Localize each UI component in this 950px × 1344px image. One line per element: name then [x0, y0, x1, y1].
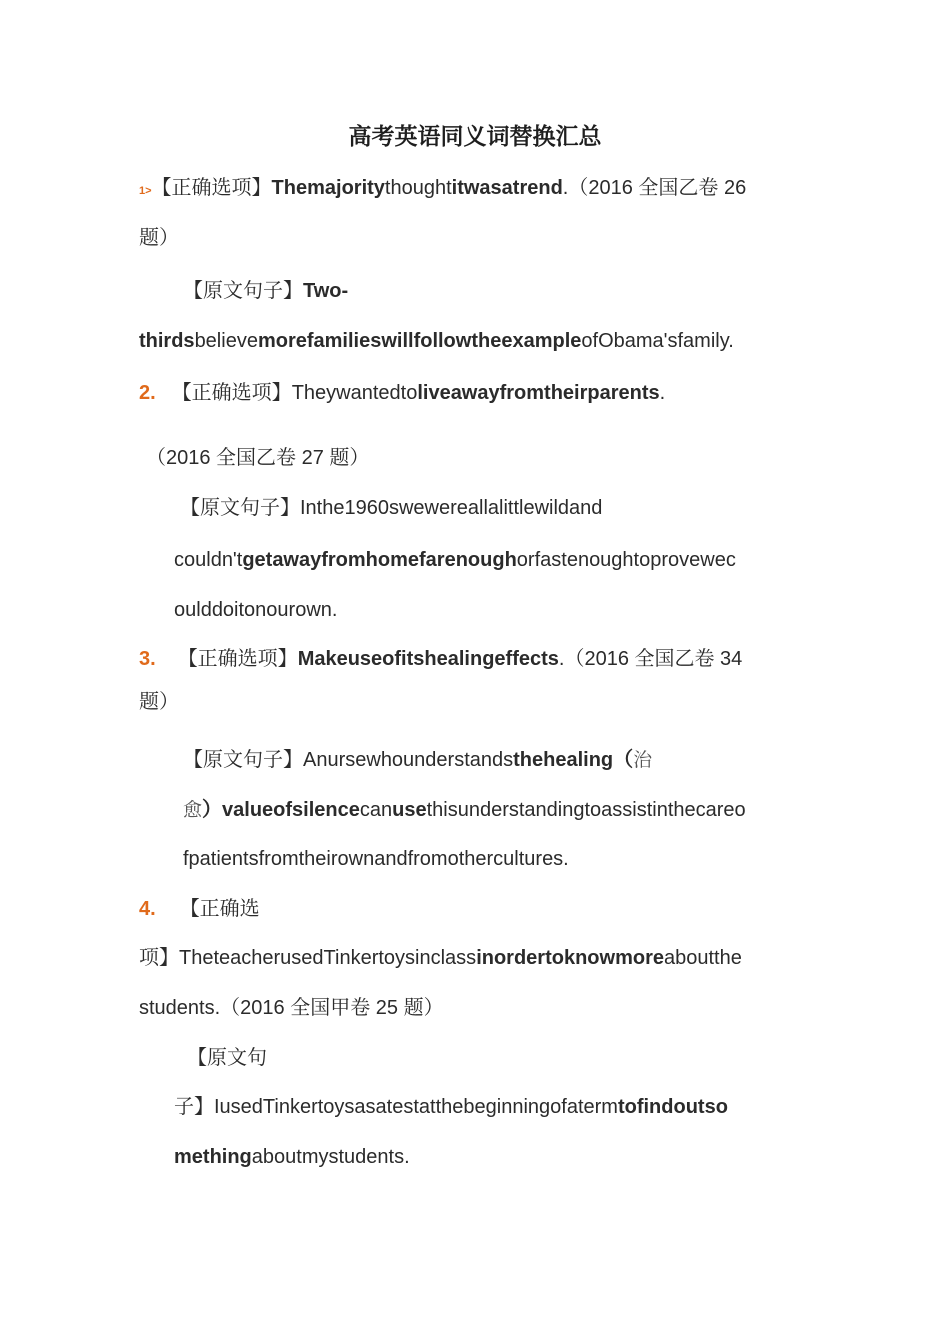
original-label: 【原文句子】	[180, 497, 300, 519]
answer-bold: Themajority	[271, 177, 385, 199]
original-bold: tofindoutso	[617, 1096, 728, 1118]
item-4-answer	[139, 895, 260, 923]
original-bold: thehealing	[513, 749, 614, 771]
answer-text: .	[659, 382, 666, 404]
original-text: Anursewhounderstands	[303, 749, 514, 771]
original-text: can	[359, 799, 393, 821]
item-1-source-cont	[139, 224, 179, 252]
answer-label: 【正确选	[179, 898, 260, 920]
original-text: couldn't	[174, 549, 243, 571]
item-number: 2.	[139, 382, 156, 404]
original-text: oulddoitonourown.	[174, 599, 338, 621]
source-ref: （2016 全国乙卷 26	[568, 177, 747, 199]
item-3-source-cont	[139, 688, 179, 716]
item-2-original-cont2	[174, 596, 337, 624]
answer-text: thought	[384, 177, 452, 199]
original-text: thisunderstandingtoassistinthecareo	[426, 799, 746, 821]
original-text: Inthe1960swewereallalittlewildand	[300, 497, 603, 519]
item-4-answer-cont2	[139, 994, 444, 1022]
answer-text: .	[562, 177, 569, 199]
source-ref-cont: 题）	[139, 691, 179, 713]
original-bold: morefamilieswillfollowtheexample	[257, 330, 582, 352]
answer-label: 项】	[139, 947, 179, 969]
item-1-original-cont	[139, 327, 734, 355]
item-4-original-cont	[174, 1093, 728, 1121]
item-2-original-cont	[174, 546, 736, 574]
answer-bold: liveawayfromtheirparents	[417, 382, 660, 404]
source-ref-cont: 题）	[139, 227, 179, 249]
original-text: aboutmystudents.	[251, 1146, 410, 1168]
answer-bold: Makeuseofitshealingeffects	[297, 648, 559, 670]
answer-text: aboutthe	[663, 947, 742, 969]
item-3-answer	[139, 645, 742, 673]
item-3-original	[183, 746, 652, 775]
original-bold: Two-	[303, 280, 349, 302]
answer-label: 【正确选项】	[151, 177, 272, 199]
source-ref: （2016 全国乙卷 34	[564, 648, 743, 670]
original-text: ofObama'sfamily.	[581, 330, 734, 352]
original-text: believe	[194, 330, 258, 352]
document-title: 高考英语同义词替换汇总	[348, 123, 602, 149]
item-4-original	[187, 1044, 267, 1072]
original-text: 愈	[183, 800, 203, 821]
answer-text: students.	[139, 997, 221, 1019]
answer-text: TheteacherusedTinkertoysinclass	[179, 947, 477, 969]
item-number: 1>	[139, 185, 152, 197]
original-text: 治	[633, 750, 653, 771]
answer-text: .	[558, 648, 565, 670]
original-label: 子】	[174, 1096, 214, 1118]
item-4-answer-cont	[139, 944, 742, 972]
original-text: IusedTinkertoysasatestatthebeginningofaterm	[214, 1096, 618, 1118]
original-bold: getawayfromhomefarenough	[242, 549, 517, 571]
answer-label: 【正确选项】	[171, 382, 292, 404]
original-label: 【原文句子】	[183, 280, 303, 302]
original-bold: （	[613, 749, 634, 771]
original-bold: thirds	[139, 330, 195, 352]
original-bold: ）	[202, 799, 223, 821]
original-bold: use	[392, 799, 427, 821]
source-ref: （2016 全国乙卷 27 题）	[146, 447, 370, 469]
answer-text: Theywantedto	[291, 382, 418, 404]
source-ref: （2016 全国甲卷 25 题）	[220, 997, 444, 1019]
item-2-source	[146, 444, 369, 472]
item-number: 4.	[139, 898, 156, 920]
item-4-original-cont2	[174, 1143, 410, 1171]
answer-label: 【正确选项】	[177, 648, 298, 670]
answer-bold: inordertoknowmore	[476, 947, 664, 969]
answer-bold: itwasatrend	[451, 177, 563, 199]
item-1-original	[183, 277, 348, 305]
original-text: orfastenoughtoprovewec	[516, 549, 736, 571]
item-3-original-cont2	[183, 845, 569, 873]
item-number: 3.	[139, 648, 156, 670]
original-bold: valueofsilence	[222, 799, 360, 821]
item-2-original	[180, 494, 602, 522]
item-3-original-cont	[183, 796, 746, 825]
item-1-answer	[139, 174, 746, 205]
original-text: fpatientsfromtheirownandfromothercultures.	[183, 848, 569, 870]
original-label: 【原文句子】	[183, 749, 303, 771]
original-bold: mething	[174, 1146, 252, 1168]
original-label: 【原文句	[187, 1047, 267, 1069]
item-2-answer	[139, 379, 665, 407]
